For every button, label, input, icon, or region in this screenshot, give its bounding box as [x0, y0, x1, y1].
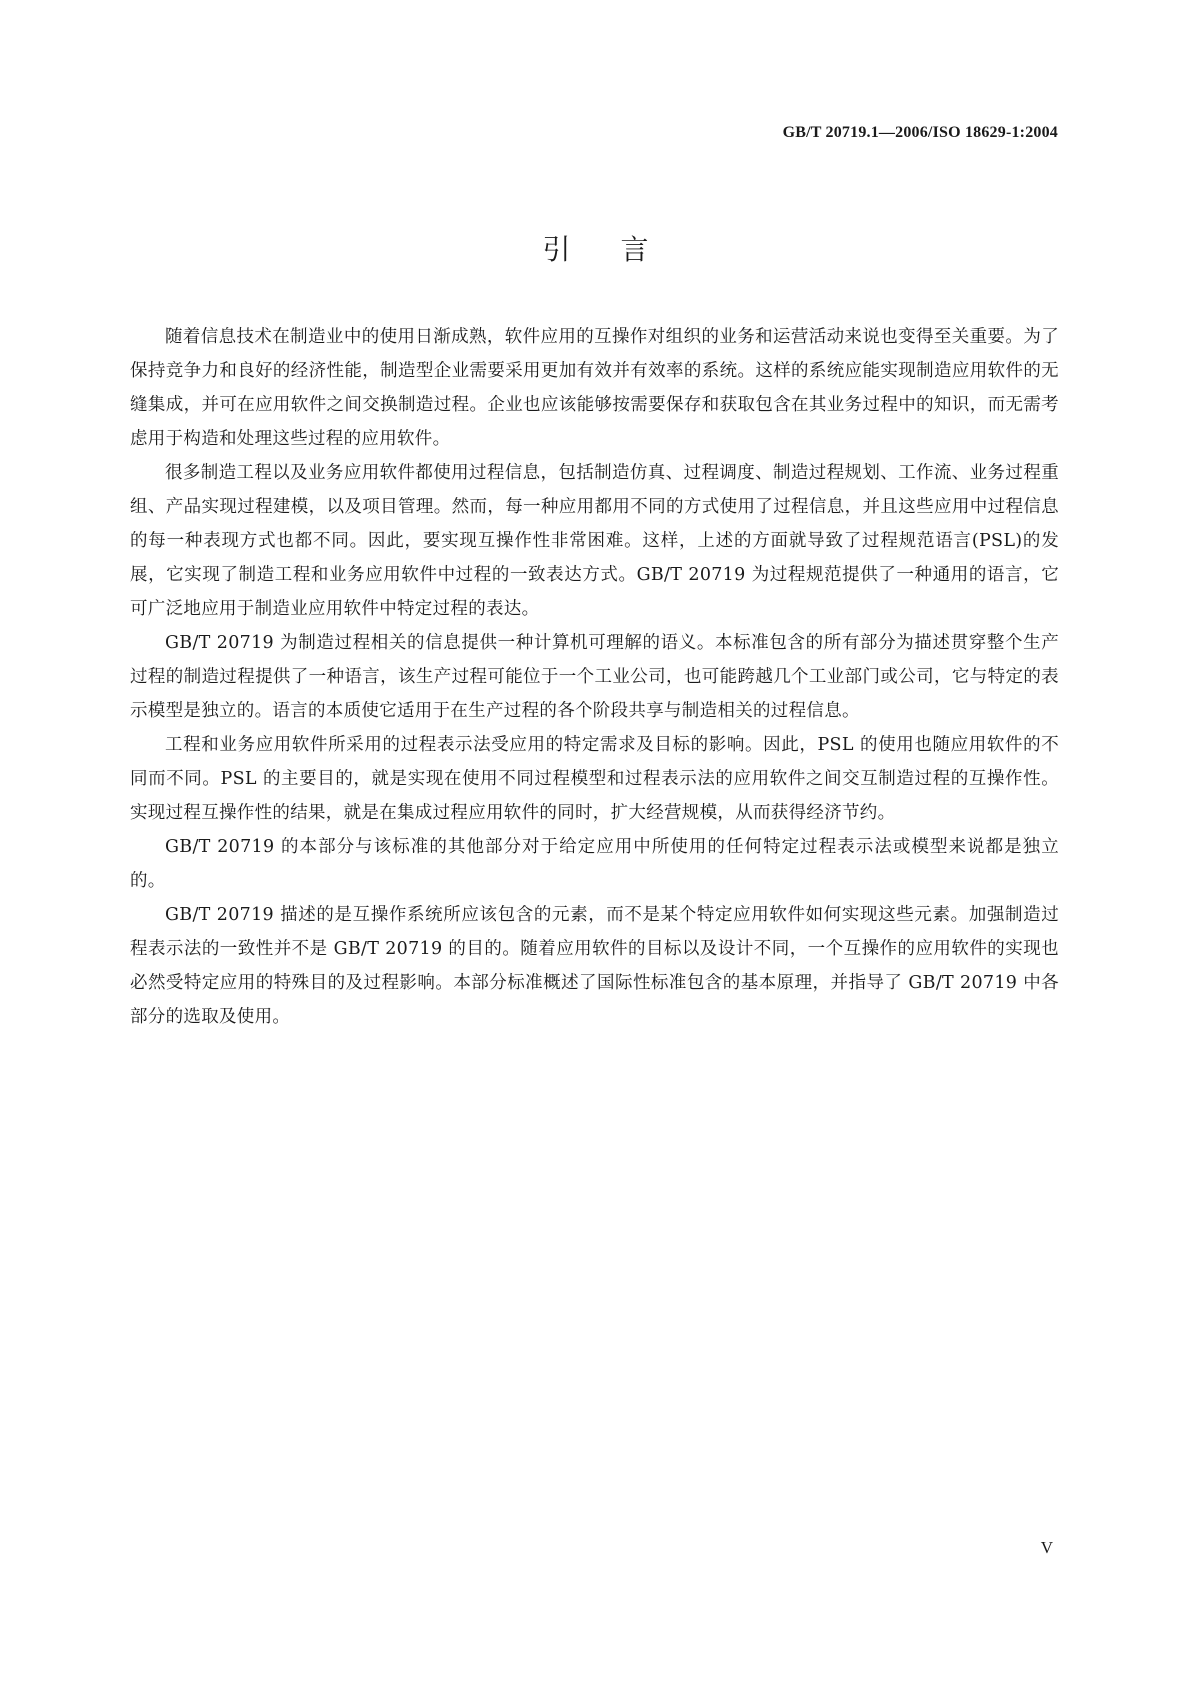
page-title: 引言 — [542, 233, 699, 266]
body-text — [130, 320, 1059, 1034]
paragraph-6: GB/T 20719 描述的是互操作系统所应该包含的元素，而不是某个特定应用软件如何实现这些元素。加强制造过程表示法的一致性并不是 GB/T 20719 的目的。随着应用软件的目标以及设计不同，一个互操作的应用软件的实现也必然受特定应用的特殊目的及过程影响。本部分标准概述了国际性标准包含的基本原理，并指导了 GB/T 20719 中各部分的选取及使用。 — [130, 905, 1059, 1027]
paragraph-4: 工程和业务应用软件所采用的过程表示法受应用的特定需求及目标的影响。因此，PSL 的使用也随应用软件的不同而不同。PSL 的主要目的，就是实现在使用不同过程模型和过程表示法的应用软件之间交互制造过程的互操作性。实现过程互操作性的结果，就是在集成过程应用软件的同时，扩大经营规模，从而获得经济节约。 — [130, 735, 1059, 823]
paragraph-3: GB/T 20719 为制造过程相关的信息提供一种计算机可理解的语义。本标准包含的所有部分为描述贯穿整个生产过程的制造过程提供了一种语言，该生产过程可能位于一个工业公司，也可能跨越几个工业部门或公司，它与特定的表示模型是独立的。语言的本质使它适用于在生产过程的各个阶段共享与制造相关的过程信息。 — [130, 633, 1059, 721]
paragraph-5: GB/T 20719 的本部分与该标准的其他部分对于给定应用中所使用的任何特定过程表示法或模型来说都是独立的。 — [130, 837, 1059, 891]
paragraph-1: 随着信息技术在制造业中的使用日渐成熟，软件应用的互操作对组织的业务和运营活动来说也变得至关重要。为了保持竞争力和良好的经济性能，制造型企业需要采用更加有效并有效率的系统。这样的系统应能实现制造应用软件的无缝集成，并可在应用软件之间交换制造过程。企业也应该能够按需要保存和获取包含在其业务过程中的知识，而无需考虑用于构造和处理这些过程的应用软件。 — [130, 327, 1059, 449]
standard-number-header: GB/T 20719.1—2006/ISO 18629-1:2004 — [782, 124, 1058, 141]
paragraph-2: 很多制造工程以及业务应用软件都使用过程信息，包括制造仿真、过程调度、制造过程规划、工作流、业务过程重组、产品实现过程建模，以及项目管理。然而，每一种应用都用不同的方式使用了过程信息，并且这些应用中过程信息的每一种表现方式也都不同。因此，要实现互操作性非常困难。这样，上述的方面就导致了过程规范语言(PSL)的发展，它实现了制造工程和业务应用软件中过程的一致表达方式。GB/T 20719 为过程规范提供了一种通用的语言，它可广泛地应用于制造业应用软件中特定过程的表达。 — [130, 463, 1059, 619]
page-number: V — [1040, 1538, 1053, 1557]
